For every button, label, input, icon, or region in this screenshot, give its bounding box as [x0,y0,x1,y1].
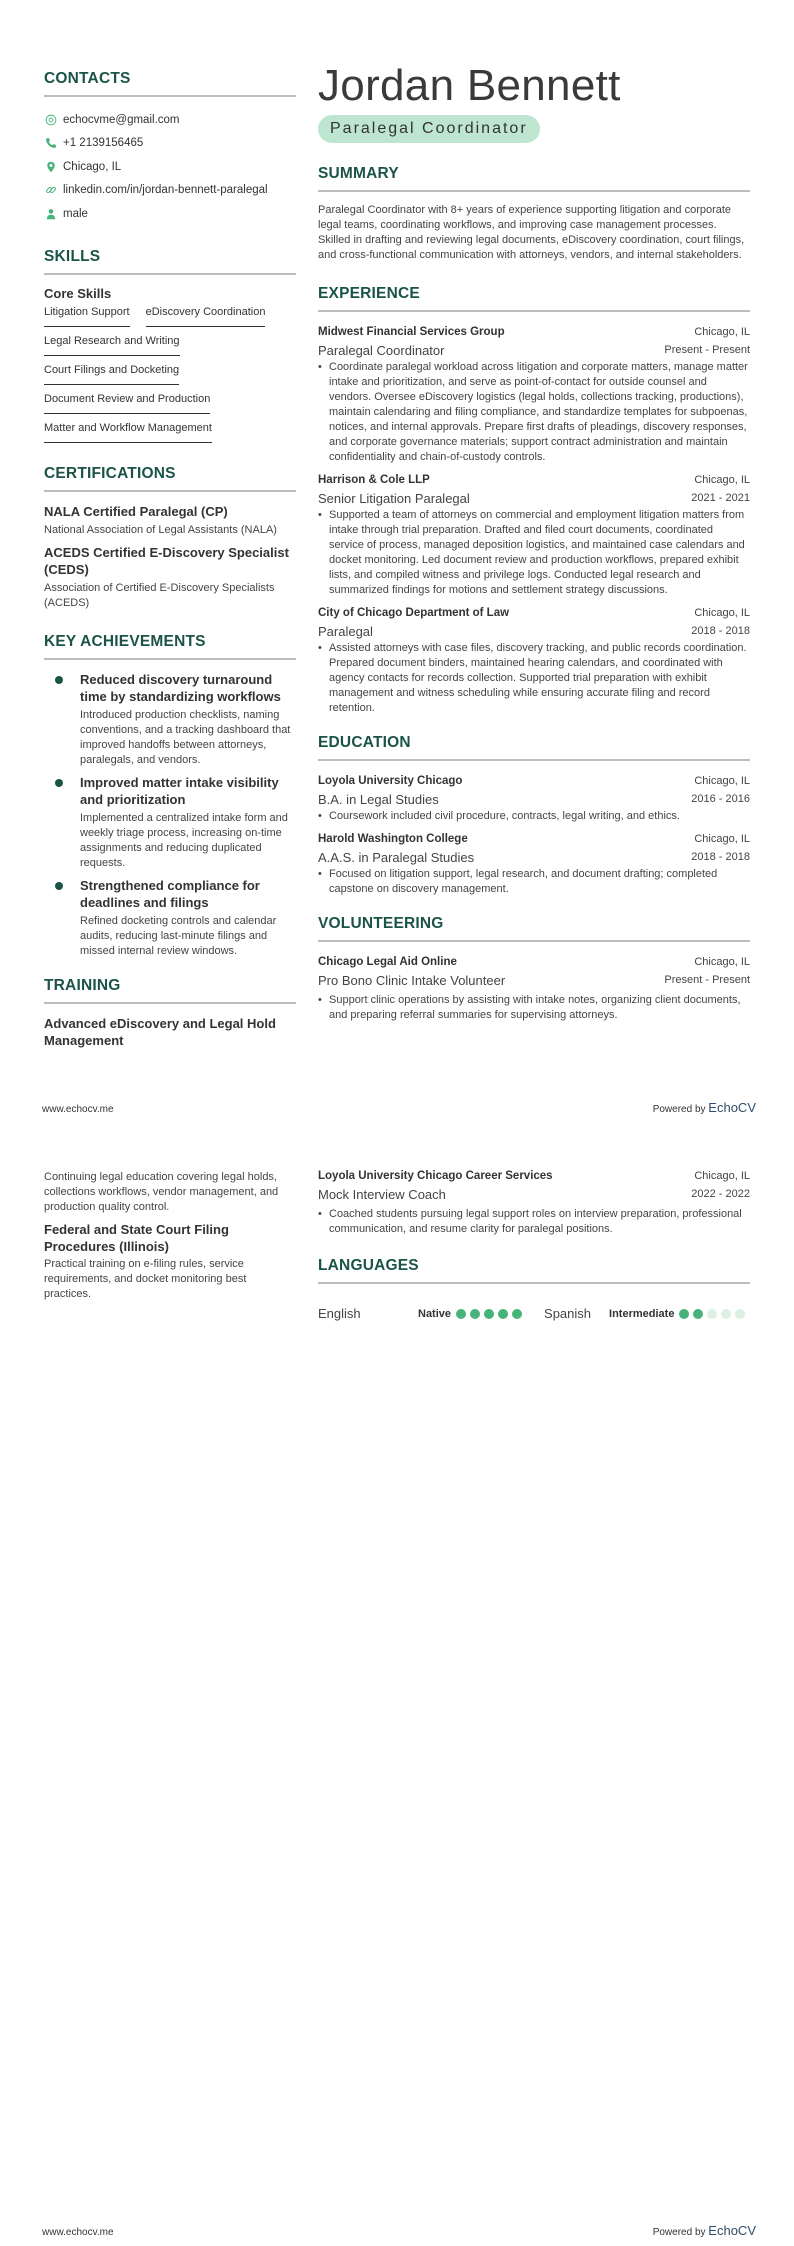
summary-text: Paralegal Coordinator with 8+ years of experience supporting litigation and corporate legal teams, coordinating workflows, and improving case management processes. Skilled in drafting and reviewing legal documents, eDiscovery coordination, court filings, and cross-functional communication with attorneys, vendors, and internal stakeholders. [318,204,745,261]
bullet: • Focused on litigation support, legal research, and document drafting; completed capstone on discovery management. [318,867,750,897]
section-heading: VOLUNTEERING [318,915,750,942]
skill-tag: Matter and Workflow Management [44,422,212,443]
role: Pro Bono Clinic Intake Volunteer [318,973,506,988]
employer: City of Chicago Department of Law [318,607,510,619]
organization: Chicago Legal Aid Online [318,956,457,968]
bullet: • Coached students pursuing legal support roles on interview preparation, professional communication, and resume clarity for paralegal positions. [318,1207,750,1237]
left-column [44,70,296,1049]
bullet-dot-icon [55,882,63,890]
dot-empty-icon [721,1309,731,1319]
training-desc: Continuing legal education covering legal holds, collections workflows, vendor management, and production quality control. [44,1171,279,1213]
dot-filled-icon [456,1309,466,1319]
achievement-title: Improved matter intake visibility and prioritization [80,774,279,807]
section-heading: TRAINING [44,977,296,1004]
skill-tag: Legal Research and Writing [44,335,180,356]
education-item [318,772,750,824]
bullet-dot-icon [55,779,63,787]
volunteering-item [318,1167,750,1237]
contact-linkedin[interactable] [44,179,296,203]
languages-section [318,1257,750,1321]
brand-logo: EchoCV [708,1100,756,1115]
contact-location [44,155,296,179]
bullet: • Coursework included civil procedure, contracts, legal writing, and ethics. [318,809,750,824]
candidate-name: Jordan Bennett [318,61,621,110]
school: Harold Washington College [318,833,468,845]
dates: 2018 - 2018 [691,625,750,637]
achievement-title: Strengthened compliance for deadlines and filings [80,877,260,910]
bullet: • Assisted attorneys with case files, discovery tracking, and public records coordination. Prepared document binders, maintained hearing calendars, and coordinated with agency contacts for records collection. Supported trial preparation with exhibit management and witness scheduling while ensuring accurate filing and record retention. [318,641,750,716]
contact-text: linkedin.com/in/jordan-bennett-paralegal [63,184,268,197]
right-column [318,1167,750,1321]
phone-icon [44,136,58,150]
skill-tag: Court Filings and Docketing [44,364,179,385]
volunteering-item [318,953,750,1023]
section-heading: SKILLS [44,248,296,275]
skill-tag: Litigation Support [44,306,130,327]
certifications-section [44,465,296,611]
location: Chicago, IL [694,1170,750,1182]
footer-website-link[interactable]: www.echocv.me [42,2227,114,2238]
dot-empty-icon [735,1309,745,1319]
experience-section [318,285,750,716]
cert-org: National Association of Legal Assistants (NALA) [44,523,277,536]
degree: A.A.S. in Paralegal Studies [318,850,475,865]
location: Chicago, IL [694,326,750,338]
experience-item [318,471,750,598]
contact-text: +1 2139156465 [63,137,144,150]
skill-list [44,306,296,451]
language-level: Native [418,1307,452,1320]
language-list [318,1306,750,1321]
section-heading: CERTIFICATIONS [44,465,296,492]
location: Chicago, IL [694,833,750,845]
school: Loyola University Chicago [318,775,463,787]
location-pin-icon [44,160,58,174]
dot-filled-icon [512,1309,522,1319]
resume-page-2 [0,1123,794,2246]
footer-powered-by [653,1100,756,1115]
role: Senior Litigation Paralegal [318,491,470,506]
employer: Harrison & Cole LLP [318,474,430,486]
experience-item [318,323,750,465]
experience-item [318,604,750,716]
degree: B.A. in Legal Studies [318,792,439,807]
job-title-badge: Paralegal Coordinator [318,115,540,143]
training-title: Federal and State Court Filing Procedures (Illinois) [44,1222,229,1254]
contact-text: male [63,207,88,220]
achievement-desc: Implemented a centralized intake form and weekly triage process, increasing on-time assignments and reducing duplicated requests. [80,811,288,869]
achievement-desc: Refined docketing controls and calendar audits, reducing last-minute filings and missed internal review windows. [80,914,277,957]
bullet: • Supported a team of attorneys on commercial and employment litigation matters from intake through trial preparation. Drafted and filed court documents, coordinated service of process, managed deposition logistics, and maintained case calendars and docket monitoring. Led document review and production workflows, prepared exhibit lists, and compiled witness and privilege logs. Conducted legal research and summarized findings for motions and settlement strategy discussions. [318,508,750,598]
education-item [318,830,750,897]
footer-powered-by [653,2223,756,2238]
cert-item [44,503,296,538]
dates: 2018 - 2018 [691,851,750,863]
cert-org: Association of Certified E-Discovery Specialists (ACEDS) [44,581,275,609]
dates: 2021 - 2021 [691,492,750,504]
bullet-dot-icon [55,676,63,684]
dot-filled-icon [470,1309,480,1319]
dot-filled-icon [498,1309,508,1319]
summary-section [318,165,750,263]
location: Chicago, IL [694,775,750,787]
section-heading: KEY ACHIEVEMENTS [44,633,296,660]
role: Paralegal Coordinator [318,343,445,358]
employer: Midwest Financial Services Group [318,326,505,338]
person-icon [44,207,58,221]
dot-filled-icon [484,1309,494,1319]
section-heading: EXPERIENCE [318,285,750,312]
bullet: • Coordinate paralegal workload across litigation and corporate matters, manage matter intake and prioritization, and serve as point-of-contact for outside counsel and vendors. Oversee eDiscovery logistics (legal holds, collections tracking, productions), maintain calendaring and filing compliance, and standardize templates for subpoenas, notices, and internal approvals. Prepare first drafts of pleadings, discovery responses, and corporate governance materials; support contract administration and maintain confidentiality and chain-of-custody controls. [318,360,750,465]
link-icon [44,183,58,197]
dates: Present - Present [664,974,750,986]
language-level: Intermediate [609,1307,675,1320]
organization: Loyola University Chicago Career Services [318,1170,553,1182]
role: Paralegal [318,624,373,639]
section-heading: CONTACTS [44,70,296,97]
powered-by-label: Powered by [652,2227,706,2238]
location: Chicago, IL [694,607,750,619]
section-heading: LANGUAGES [318,1257,750,1284]
achievement-desc: Introduced production checklists, naming conventions, and a tracking dashboard that improved handoffs between attorneys, paralegals, and vendors. [80,708,291,766]
cert-item [44,544,296,611]
contact-text: echocvme@gmail.com [63,113,180,126]
dates: Present - Present [664,344,750,356]
proficiency-dots [679,1309,749,1319]
skill-tag: eDiscovery Coordination [146,306,266,327]
contact-gender [44,202,296,226]
section-heading: EDUCATION [318,734,750,761]
achievements-section [44,633,296,959]
location: Chicago, IL [694,956,750,968]
contacts-section [44,70,296,226]
skills-section [44,248,296,451]
contact-phone[interactable] [44,132,296,156]
proficiency-dots [456,1309,526,1319]
at-icon [44,113,58,127]
dot-filled-icon [679,1309,689,1319]
right-column [318,62,750,1029]
achievement-item [44,671,296,768]
achievement-item [44,774,296,871]
contact-email[interactable] [44,108,296,132]
brand-logo: EchoCV [708,2223,756,2238]
location: Chicago, IL [694,474,750,486]
achievement-title: Reduced discovery turnaround time by standardizing workflows [80,671,281,704]
training-section [44,977,296,1049]
dates: 2016 - 2016 [691,793,750,805]
language-name: English [318,1306,361,1321]
role: Mock Interview Coach [318,1187,446,1202]
left-column [44,1168,296,1308]
training-title: Advanced eDiscovery and Legal Hold Management [44,1015,276,1048]
contact-text: Chicago, IL [63,160,122,173]
cert-name: ACEDS Certified E-Discovery Specialist (CEDS) [44,544,289,577]
powered-by-label: Powered by [652,1104,706,1115]
dates: 2022 - 2022 [691,1188,750,1200]
cert-name: NALA Certified Paralegal (CP) [44,503,228,519]
volunteering-section [318,915,750,1023]
footer-website-link[interactable]: www.echocv.me [42,1104,114,1115]
bullet: • Support clinic operations by assisting with intake notes, organizing client documents, and preparing referral summaries for supervising attorneys. [318,993,750,1023]
dot-empty-icon [707,1309,717,1319]
skill-group-title: Core Skills [44,285,112,301]
achievement-item [44,877,296,959]
skill-tag: Document Review and Production [44,393,210,414]
section-heading: SUMMARY [318,165,750,192]
dot-filled-icon [693,1309,703,1319]
language-name: Spanish [544,1306,592,1321]
education-section [318,734,750,897]
training-desc: Practical training on e-filing rules, service requirements, and docket monitoring best practices. [44,1258,247,1300]
